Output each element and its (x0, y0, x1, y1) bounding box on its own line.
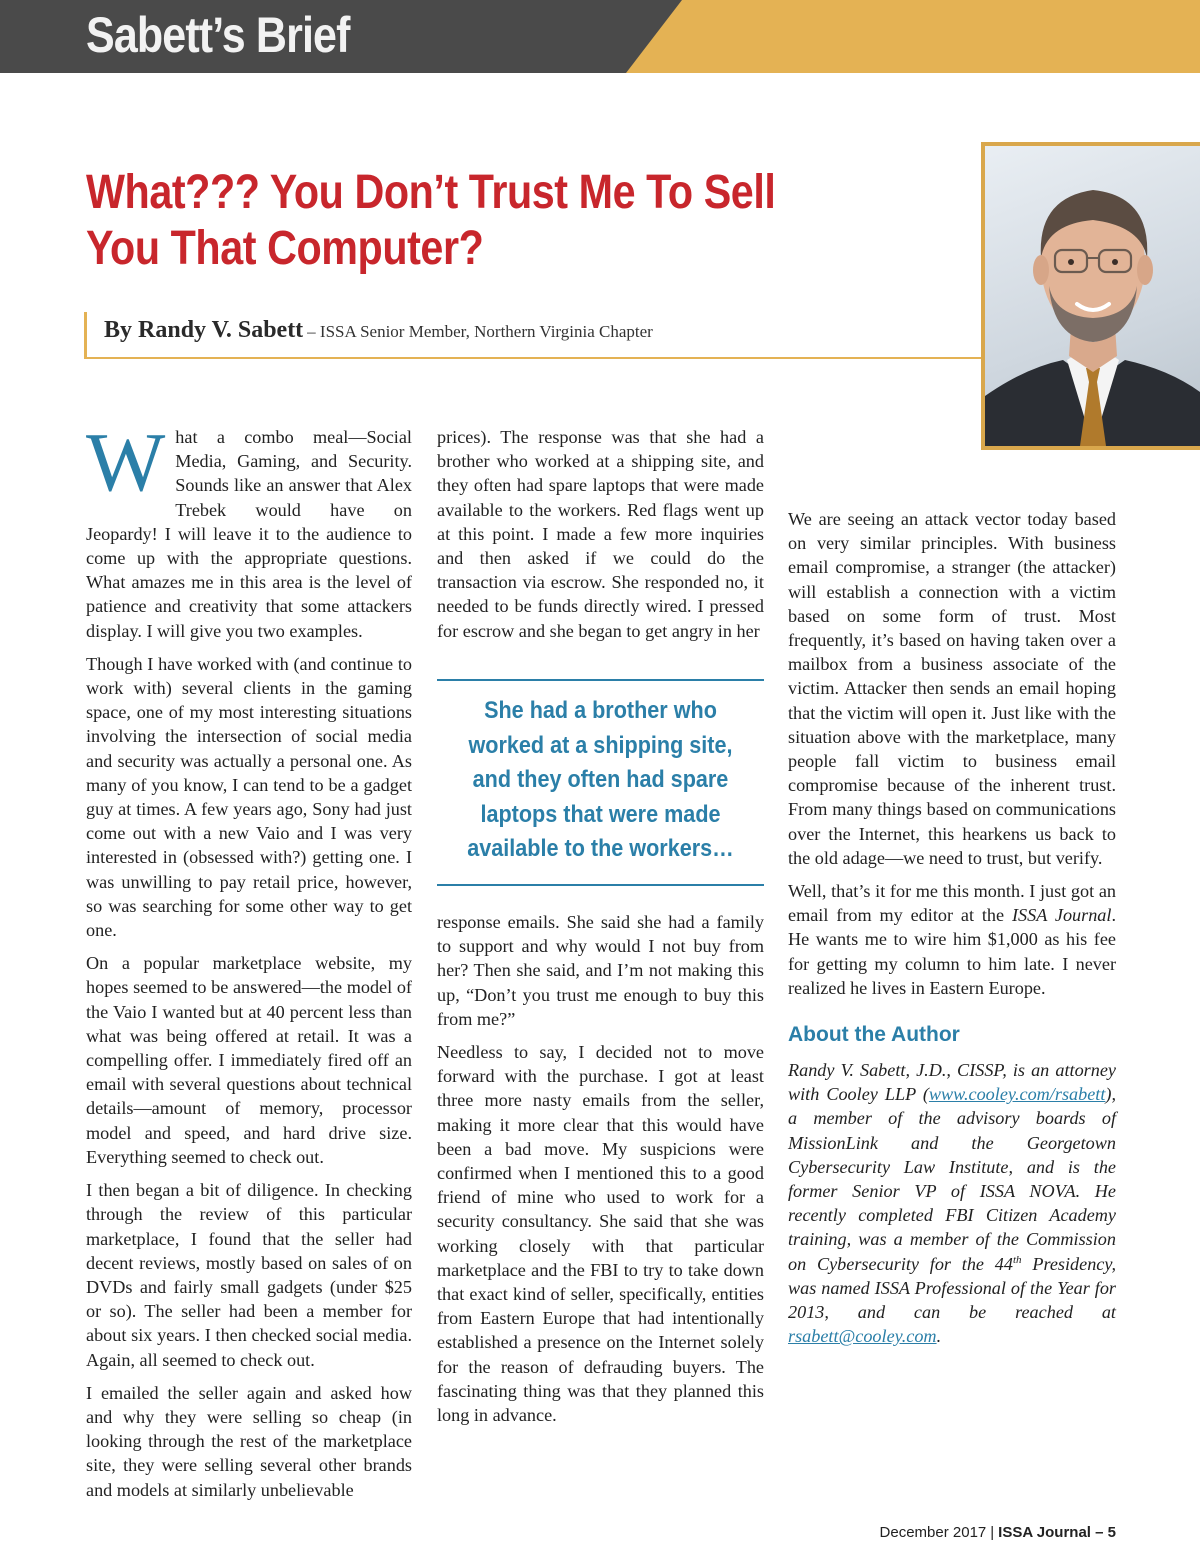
pullquote-line-1: She had a brother who (484, 697, 717, 724)
footer-separator: | (990, 1524, 995, 1541)
pullquote-line-5: available to the workers… (467, 835, 734, 862)
body-column-3 (788, 507, 1116, 1358)
body-column-2-top (437, 425, 764, 652)
pull-quote (437, 694, 764, 867)
author-photo (981, 142, 1200, 450)
body-column-3-top (788, 425, 953, 434)
headline-line-2: You That Computer? (86, 222, 484, 275)
paragraph-2: Though I have worked with (and continue to work with) several clients in the gaming space, one of my most interesting situations involving the intersection of social media and security was actually a personal one. As many of you know, I can tend to be a gadget guy at times. A few years ago, Sony had just come out with a new Vaio and I was very interested in (obsessed with?) getting one. I was unwilling to pay retail price, however, so was searching for some other way to get one. (86, 653, 412, 941)
paragraph-5: I emailed the seller again and asked how and why they were selling so cheap (in looking through the rest of the marketplace site, they were selling several other brands and models at similarly unbelievable (86, 1382, 412, 1500)
header-band (0, 0, 1200, 73)
paragraph-7: We are seeing an attack vector today based on very similar principles. With business email compromise, a stranger (the attacker) will establish a connection with a victim based on some form of trust. Most frequently, it’s based on having taken over a mailbox from a business associate of the victim. Attacker then sends an email hoping that the victim will open it. Just like with the situation above with the marketplace, many people fall victim to business email compromise because of the inherent trust. From many things based on communications over the Internet, this hearkens us back to the old adage—we need to trust, but verify. (788, 509, 1116, 868)
author-email-link[interactable]: rsabett@cooley.com (788, 1326, 937, 1347)
pullquote-rule-top (437, 679, 764, 681)
byline-rule-vertical (84, 312, 87, 358)
footer-date: December 2017 (879, 1524, 987, 1541)
paragraph-8-text-a: Well, that’s it for me this month. I just got an email from my editor at the (788, 881, 1116, 926)
headline-line-1: What??? You Don’t Trust Me To Sell (86, 166, 776, 219)
about-text-b: ), a member of the advisory boards of MissionLink and the Georgetown Cybersecurity Law Institute, and is the former Senior VP of ISSA NOVA. He recently completed FBI Citizen Academy training, was a member of the Commission on Cybersecurity for the 44 (788, 1084, 1116, 1274)
paragraph-3: On a popular marketplace website, my hopes seemed to be answered—the model of the Vaio I wanted but at 40 percent less than what was being offered at retail. It was a compelling offer. I immediately fired off an email with several questions about technical details—amount of memory, processor model and speed, and hard drive size. Everything seemed to check out. (86, 953, 412, 1167)
about-text-d: . (936, 1326, 942, 1347)
byline-rule-horizontal (84, 357, 984, 359)
body-column-1 (86, 416, 412, 1511)
paragraph-8 (788, 879, 1116, 1000)
about-author-text (788, 1058, 1116, 1348)
pullquote-line-4: laptops that were made (480, 800, 721, 828)
author-portrait-icon (985, 146, 1200, 450)
pullquote-line-2: worked at a shipping site, (468, 731, 733, 759)
byline-author: By Randy V. Sabett (104, 317, 304, 343)
article-headline (86, 165, 860, 277)
column-title: Sabett’s Brief (86, 7, 350, 63)
journal-title: ISSA Journal (1011, 905, 1112, 926)
pullquote-line-3: and they often had spare (472, 766, 729, 793)
body-column-2-bottom (437, 910, 764, 1436)
drop-cap: W (86, 416, 166, 509)
about-author-heading: About the Author (788, 1023, 960, 1047)
paragraph-5-continued: prices). The response was that she had a brother who worked at a shipping site, and they often had spare laptops that were made available to the workers. Red flags went up at this point. I made a few more inquiries and then asked if we could do the transaction via escrow. She responded no, it needed to be funds directly wired. I pressed for escrow and she began to get angry in her (437, 427, 764, 641)
paragraph-1-text: hat a combo meal—Social Media, Gaming, and Security. Sounds like an answer that Alex Trebek would have on Jeopardy! I will leave it to the audience to come up with the appropriate questions. What amazes me in this area is the level of patience and creativity that some attackers display. I will give you two examples. (86, 427, 412, 641)
byline (104, 317, 653, 344)
footer-journal: ISSA Journal – 5 (998, 1524, 1116, 1541)
paragraph-5-end: response emails. She said she had a family to support and why would I not buy from her? Then she said, and I’m not making this up, “Don’t you trust me enough to buy this from me?” (437, 912, 764, 1029)
paragraph-6: Needless to say, I decided not to move forward with the purchase. I got at least three more nasty emails from the seller, making it more clear that this would have been a bad move. My suspicions were confirmed when I mentioned this to a good friend of mine who used to work for a security consultancy. She said that she was working closely with that particular marketplace and the FBI to try to take down that exact kind of seller, specifically, entities from Eastern Europe that had intentionally established a presence on the Internet solely for the reason of defrauding buyers. The fascinating thing was that they planned this long in advance. (437, 1042, 764, 1426)
paragraph-4: I then began a bit of diligence. In checking through the review of this particular marketplace, I found that the seller had decent reviews, mostly based on sales of on DVDs and fairly small gadgets (under $25 or so). The seller had been a member for about six years. I then checked social media. Again, all seemed to check out. (86, 1180, 412, 1370)
pullquote-rule-bottom (437, 884, 764, 886)
paragraph-1 (86, 416, 412, 643)
about-text-c: Presidency, was named ISSA Professional of the Year for 2013, and can be reached at (788, 1253, 1116, 1323)
byline-affiliation: – ISSA Senior Member, Northern Virginia Chapter (307, 322, 653, 341)
about-superscript: th (1012, 1253, 1022, 1266)
page-footer (880, 1524, 1116, 1541)
author-website-link[interactable]: www.cooley.com/rsabett (928, 1084, 1106, 1105)
paragraph-8-text-b: . He wants me to wire him $1,000 as his fee for getting my column to him late. I never realized he lives in Eastern Europe. (788, 905, 1117, 998)
about-text-a: Randy V. Sabett, J.D., CISSP, is an attorney with Cooley LLP ( (788, 1060, 1116, 1105)
